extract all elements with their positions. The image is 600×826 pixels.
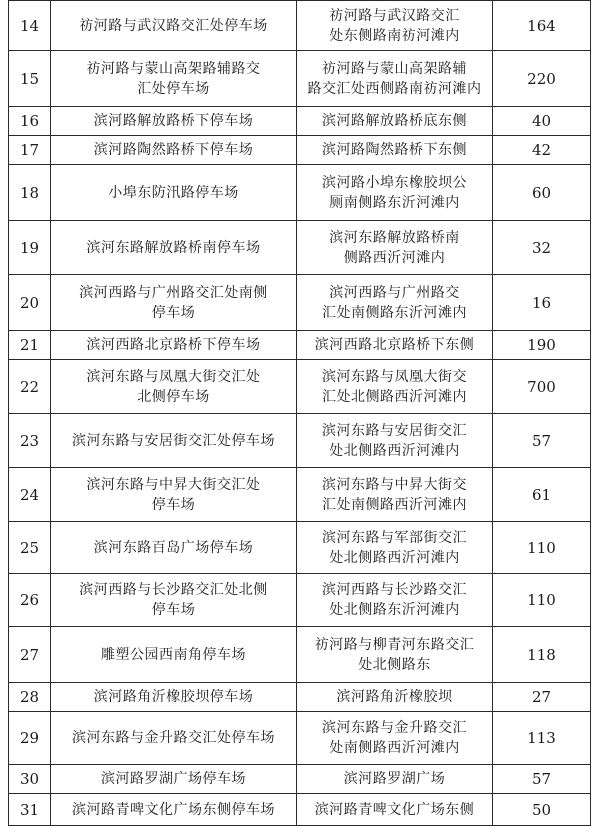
table-row: [9, 136, 591, 165]
parking-location-cell: 滨河东路与凤凰大街交 汇处北侧路西沂河滩内: [297, 360, 493, 414]
row-number-cell: 19: [9, 221, 51, 275]
parking-count-cell: 61: [493, 468, 591, 522]
parking-count-cell: 57: [493, 414, 591, 468]
table-row: [9, 683, 591, 712]
row-number-cell: 14: [9, 1, 51, 51]
table-row: [9, 1, 591, 51]
parking-location-cell: 祊河路与武汉路交汇 处东侧路南祊河滩内: [297, 1, 493, 51]
table-row: [9, 414, 591, 468]
parking-count-cell: 118: [493, 627, 591, 683]
parking-name-cell: 滨河东路百岛广场停车场: [51, 522, 297, 574]
row-number-cell: 31: [9, 794, 51, 826]
row-number-cell: 17: [9, 136, 51, 165]
parking-name-cell: 滨河东路与金升路交汇处停车场: [51, 712, 297, 765]
parking-location-cell: 滨河西路与广州路交 汇处南侧路东沂河滩内: [297, 275, 493, 331]
parking-name-cell: 滨河东路与中昇大街交汇处 停车场: [51, 468, 297, 522]
table-row: [9, 712, 591, 765]
parking-name-cell: 滨河路罗湖广场停车场: [51, 765, 297, 794]
parking-count-cell: 110: [493, 522, 591, 574]
parking-name-cell: 滨河路陶然路桥下停车场: [51, 136, 297, 165]
table-row: [9, 522, 591, 574]
table-row: [9, 360, 591, 414]
parking-count-cell: 220: [493, 51, 591, 107]
table-row: [9, 627, 591, 683]
parking-name-cell: 滨河东路解放路桥南停车场: [51, 221, 297, 275]
table-row: [9, 107, 591, 136]
parking-name-cell: 祊河路与蒙山高架路辅路交 汇处停车场: [51, 51, 297, 107]
parking-name-cell: 雕塑公园西南角停车场: [51, 627, 297, 683]
parking-count-cell: 164: [493, 1, 591, 51]
row-number-cell: 15: [9, 51, 51, 107]
table-row: [9, 165, 591, 221]
row-number-cell: 21: [9, 331, 51, 360]
table-row: [9, 221, 591, 275]
parking-count-cell: 110: [493, 574, 591, 627]
parking-location-cell: 滨河西路北京路桥下东侧: [297, 331, 493, 360]
parking-name-cell: 滨河路青啤文化广场东侧停车场: [51, 794, 297, 826]
table-row: [9, 574, 591, 627]
parking-location-cell: 滨河东路与安居街交汇 处北侧路西沂河滩内: [297, 414, 493, 468]
row-number-cell: 20: [9, 275, 51, 331]
parking-name-cell: 滨河东路与安居街交汇处停车场: [51, 414, 297, 468]
parking-location-cell: 滨河东路与军部街交汇 处北侧路西沂河滩内: [297, 522, 493, 574]
row-number-cell: 23: [9, 414, 51, 468]
parking-location-cell: 滨河东路解放路桥南 侧路西沂河滩内: [297, 221, 493, 275]
table-body: [9, 1, 591, 826]
parking-count-cell: 27: [493, 683, 591, 712]
row-number-cell: 28: [9, 683, 51, 712]
parking-location-cell: 祊河路与蒙山高架路辅 路交汇处西侧路南祊河滩内: [297, 51, 493, 107]
parking-location-cell: 滨河路小埠东橡胶坝公 厕南侧路东沂河滩内: [297, 165, 493, 221]
row-number-cell: 26: [9, 574, 51, 627]
parking-location-cell: 祊河路与柳青河东路交汇 处北侧路东: [297, 627, 493, 683]
parking-count-cell: 700: [493, 360, 591, 414]
parking-location-cell: 滨河西路与长沙路交汇 处北侧路东沂河滩内: [297, 574, 493, 627]
row-number-cell: 16: [9, 107, 51, 136]
row-number-cell: 30: [9, 765, 51, 794]
parking-name-cell: 滨河西路与长沙路交汇处北侧 停车场: [51, 574, 297, 627]
table-row: [9, 794, 591, 826]
parking-location-cell: 滨河路青啤文化广场东侧: [297, 794, 493, 826]
table-row: [9, 51, 591, 107]
row-number-cell: 27: [9, 627, 51, 683]
parking-count-cell: 190: [493, 331, 591, 360]
table-row: [9, 275, 591, 331]
parking-count-cell: 57: [493, 765, 591, 794]
parking-count-cell: 50: [493, 794, 591, 826]
row-number-cell: 24: [9, 468, 51, 522]
parking-location-cell: 滨河路罗湖广场: [297, 765, 493, 794]
parking-location-cell: 滨河路陶然路桥下东侧: [297, 136, 493, 165]
parking-location-cell: 滨河东路与金升路交汇 处南侧路西沂河滩内: [297, 712, 493, 765]
parking-name-cell: 滨河西路与广州路交汇处南侧 停车场: [51, 275, 297, 331]
parking-count-cell: 40: [493, 107, 591, 136]
parking-count-cell: 113: [493, 712, 591, 765]
row-number-cell: 25: [9, 522, 51, 574]
parking-location-cell: 滨河路解放路桥底东侧: [297, 107, 493, 136]
parking-count-cell: 32: [493, 221, 591, 275]
table-row: [9, 468, 591, 522]
parking-name-cell: 滨河路角沂橡胶坝停车场: [51, 683, 297, 712]
table-row: [9, 331, 591, 360]
row-number-cell: 22: [9, 360, 51, 414]
parking-count-cell: 16: [493, 275, 591, 331]
parking-count-cell: 42: [493, 136, 591, 165]
parking-name-cell: 祊河路与武汉路交汇处停车场: [51, 1, 297, 51]
parking-lot-table: [8, 0, 591, 826]
parking-location-cell: 滨河路角沂橡胶坝: [297, 683, 493, 712]
row-number-cell: 18: [9, 165, 51, 221]
parking-count-cell: 60: [493, 165, 591, 221]
parking-name-cell: 小埠东防汛路停车场: [51, 165, 297, 221]
table-row: [9, 765, 591, 794]
row-number-cell: 29: [9, 712, 51, 765]
parking-location-cell: 滨河东路与中昇大街交 汇处南侧路西沂河滩内: [297, 468, 493, 522]
parking-name-cell: 滨河路解放路桥下停车场: [51, 107, 297, 136]
parking-name-cell: 滨河西路北京路桥下停车场: [51, 331, 297, 360]
parking-name-cell: 滨河东路与凤凰大街交汇处 北侧停车场: [51, 360, 297, 414]
